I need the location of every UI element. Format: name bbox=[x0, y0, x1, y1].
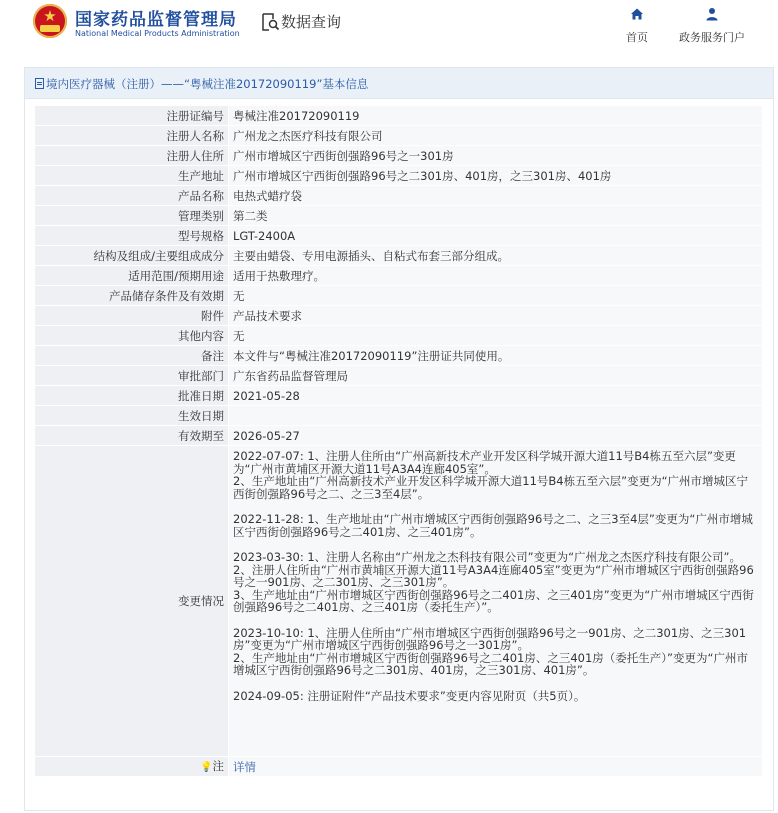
field-value: 无 bbox=[229, 286, 763, 306]
table-row bbox=[35, 106, 763, 126]
nav-gov-service[interactable] bbox=[672, 6, 752, 45]
field-label-note bbox=[35, 757, 229, 777]
change-line: 2022-11-28: 1、生产地址由“广州市增城区宁西街创强路96号之二、之三3至4层”变更为“广州市增城区宁西街创强路96号之二401房、之三401房”。 bbox=[233, 512, 753, 539]
user-icon bbox=[704, 6, 720, 22]
change-line: 2024-09-05: 注册证附件“产品技术要求”变更内容见附页（共5页）。 bbox=[233, 688, 586, 703]
field-label: 审批部门 bbox=[35, 366, 229, 386]
field-value: 适用于热敷理疗。 bbox=[229, 266, 763, 286]
field-label: 批准日期 bbox=[35, 386, 229, 406]
field-value: 第二类 bbox=[229, 206, 763, 226]
field-label: 其他内容 bbox=[35, 326, 229, 346]
detail-table bbox=[34, 105, 763, 777]
home-icon bbox=[629, 6, 645, 22]
change-entry bbox=[233, 551, 758, 614]
field-label: 生效日期 bbox=[35, 406, 229, 426]
table-row-note bbox=[35, 757, 763, 777]
table-row bbox=[35, 286, 763, 306]
field-value: 粤械注准20172090119 bbox=[229, 106, 763, 126]
data-query-title[interactable]: 数据查询 bbox=[281, 13, 342, 31]
field-label: 注册人住所 bbox=[35, 146, 229, 166]
site-header bbox=[0, 0, 778, 58]
table-row bbox=[35, 186, 763, 206]
table-row bbox=[35, 426, 763, 446]
detail-panel bbox=[24, 67, 774, 811]
field-label: 生产地址 bbox=[35, 166, 229, 186]
field-label: 管理类别 bbox=[35, 206, 229, 226]
table-row bbox=[35, 386, 763, 406]
change-history bbox=[229, 446, 763, 757]
field-value-note bbox=[229, 757, 763, 777]
table-row bbox=[35, 126, 763, 146]
table-row bbox=[35, 146, 763, 166]
table-row bbox=[35, 306, 763, 326]
national-emblem-logo[interactable]: ★ bbox=[33, 4, 67, 38]
document-icon bbox=[35, 78, 44, 89]
nav-gov-service-label: 政务服务门户 bbox=[679, 31, 745, 44]
field-label: 结构及组成/主要组成成分 bbox=[35, 246, 229, 266]
field-label: 有效期至 bbox=[35, 426, 229, 446]
details-link[interactable]: 详情 bbox=[233, 759, 256, 774]
change-line: 2023-10-10: 1、注册人住所由“广州市增城区宁西街创强路96号之一901房、之二301房、之三301房”变更为“广州市增城区宁西街创强路96号之一301房”。 bbox=[233, 625, 747, 652]
field-label: 型号规格 bbox=[35, 226, 229, 246]
change-entry bbox=[233, 627, 758, 677]
site-logo-subtitle[interactable]: National Medical Products Administration bbox=[75, 29, 240, 38]
table-row bbox=[35, 266, 763, 286]
field-value: LGT-2400A bbox=[229, 226, 763, 246]
table-row bbox=[35, 246, 763, 266]
lightbulb-icon: 💡 bbox=[200, 761, 213, 773]
table-row bbox=[35, 226, 763, 246]
field-value: 广州市增城区宁西街创强路96号之二301房、401房，之三301房、401房 bbox=[229, 166, 763, 186]
change-line: 2、生产地址由“广州市增城区宁西街创强路96号之二401房、之三401房（委托生产）”变更为“广州市增城区宁西街创强路96号之二301房、401房，之三301房、401房”。 bbox=[233, 650, 748, 677]
change-line: 3、生产地址由“广州市增城区宁西街创强路96号之二401房、之三401房”变更为“广州市增城区宁西街创强路96号之二401房、之三401房（委托生产）”。 bbox=[233, 587, 754, 614]
site-logo-title[interactable]: 国家药品监督管理局 bbox=[75, 10, 237, 30]
field-value: 2026-05-27 bbox=[229, 426, 763, 446]
field-value: 无 bbox=[229, 326, 763, 346]
change-line: 2022-07-07: 1、注册人住所由“广州高新技术产业开发区科学城开源大道11号B4栋五至六层”变更为“广州市黄埔区开源大道11号A3A4连廊405室”。 bbox=[233, 449, 736, 476]
data-query-icon[interactable] bbox=[260, 12, 280, 32]
field-label: 注册人名称 bbox=[35, 126, 229, 146]
field-value: 广东省药品监督管理局 bbox=[229, 366, 763, 386]
field-value: 产品技术要求 bbox=[229, 306, 763, 326]
field-value bbox=[229, 406, 763, 426]
field-value: 主要由蜡袋、专用电源插头、自粘式布套三部分组成。 bbox=[229, 246, 763, 266]
change-line: 2、生产地址由“广州高新技术产业开发区科学城开源大道11号B4栋五至六层”变更为“广州市增城区宁西街创强路96号之二、之三3至4层”。 bbox=[233, 474, 749, 501]
field-label: 备注 bbox=[35, 346, 229, 366]
table-row bbox=[35, 406, 763, 426]
table-row bbox=[35, 346, 763, 366]
field-value: 电热式蜡疗袋 bbox=[229, 186, 763, 206]
panel-title: 境内医疗器械（注册）——“粤械注准20172090119”基本信息 bbox=[46, 77, 369, 91]
field-value: 广州龙之杰医疗科技有限公司 bbox=[229, 126, 763, 146]
panel-title-bar bbox=[25, 68, 773, 99]
table-row bbox=[35, 326, 763, 346]
field-label: 产品名称 bbox=[35, 186, 229, 206]
field-label: 适用范围/预期用途 bbox=[35, 266, 229, 286]
change-entry bbox=[233, 513, 758, 538]
change-entry bbox=[233, 450, 758, 500]
table-row bbox=[35, 206, 763, 226]
table-row bbox=[35, 366, 763, 386]
note-label: 注 bbox=[212, 758, 224, 773]
change-line: 2、注册人住所由“广州市黄埔区开源大道11号A3A4连廊405室”变更为“广州市增城区宁西街创强路96号之一901房、之二301房、之三301房”。 bbox=[233, 562, 754, 589]
field-value: 广州市增城区宁西街创强路96号之一301房 bbox=[229, 146, 763, 166]
field-label: 变更情况 bbox=[35, 446, 229, 757]
field-value: 2021-05-28 bbox=[229, 386, 763, 406]
change-entry bbox=[233, 690, 758, 703]
table-row-changes bbox=[35, 446, 763, 757]
nav-home-label: 首页 bbox=[626, 31, 648, 44]
field-value: 本文件与“粤械注准20172090119”注册证共同使用。 bbox=[229, 346, 763, 366]
table-row bbox=[35, 166, 763, 186]
change-line: 2023-03-30: 1、注册人名称由“广州龙之杰科技有限公司”变更为“广州龙之杰医疗科技有限公司”。 bbox=[233, 550, 742, 564]
field-label: 产品储存条件及有效期 bbox=[35, 286, 229, 306]
field-label: 注册证编号 bbox=[35, 106, 229, 126]
nav-home[interactable] bbox=[620, 6, 654, 45]
field-label: 附件 bbox=[35, 306, 229, 326]
